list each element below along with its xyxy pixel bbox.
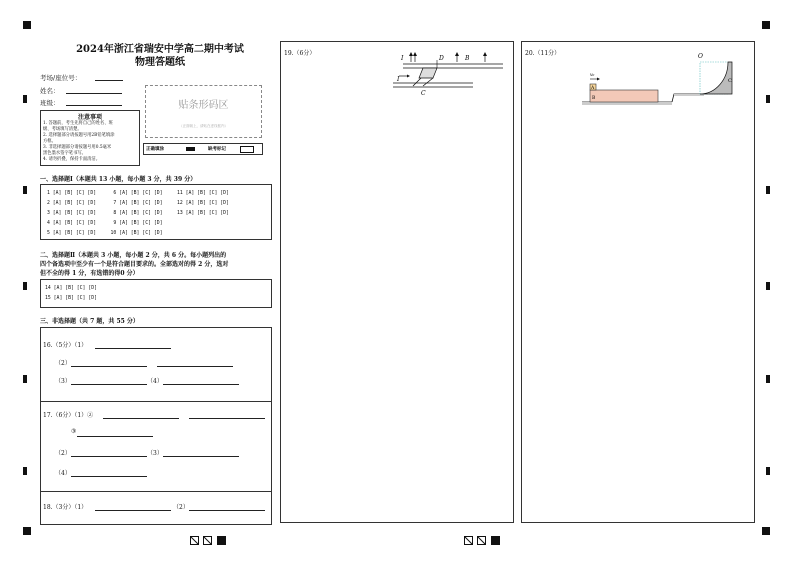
fig-label-v0: v₀ [590,73,595,78]
q17-4-answer[interactable] [71,476,147,477]
q17-4-label: （4） [55,470,71,477]
class-field[interactable] [66,105,122,106]
correct-fill-label: 正确填涂 [146,147,164,152]
timing-mark [766,282,770,290]
choice-row[interactable]: 3 [A] [B] [C] [D] 8 [A] [B] [C] [D] 13 [A] [B] [C] [D] [47,211,229,216]
q16-2-answer-b[interactable] [157,366,233,367]
timing-mark [766,95,770,103]
q17-3-answer[interactable] [163,456,239,457]
q17-divider [41,491,271,492]
q17-1-answer-a[interactable] [103,418,179,419]
corner-mark-tr [762,21,770,29]
exam-seat-label: 考场/座位号： [40,74,82,82]
q16-2-answer-a[interactable] [71,366,147,367]
exam-title: 2024年浙江省瑞安中学高二期中考试 [76,44,244,55]
choice-row[interactable]: 1 [A] [B] [C] [D] 6 [A] [B] [C] [D] 11 [A] [B] [C] [D] [47,191,229,196]
section2-title: 二、选择题Ⅱ（本题共 3 小题，每小题 2 分，共 6 分。每小题列出的 [40,252,227,259]
q16-3-answer[interactable] [71,384,147,385]
q17-2-answer[interactable] [71,456,147,457]
timing-mark [766,186,770,194]
choice-row[interactable]: 14 [A] [B] [C] [D] [45,286,97,291]
absent-label: 缺考标记 [208,147,226,152]
fig-label-d: D [439,55,444,62]
q20-label: 20.（11分） [525,50,561,57]
section1-box [40,184,272,240]
notice-line: 1. 答题前，考生先将自己的姓名、班 [43,121,113,126]
choice-row[interactable]: 2 [A] [B] [C] [D] 7 [A] [B] [C] [D] 12 [A] [B] [C] [D] [47,201,229,206]
barcode-area [145,85,262,138]
fig-label-i2: I [397,76,400,83]
timing-mark [23,95,27,103]
notice-line: 级、考场填写清楚。 [43,127,82,132]
timing-mark [766,375,770,383]
q20-figure [582,48,742,108]
timing-mark [23,186,27,194]
name-field[interactable] [66,93,122,94]
page-code-left [190,531,230,550]
class-label: 班级： [40,99,60,107]
timing-mark [23,375,27,383]
fig-label-a: A [591,86,595,91]
section2-title: 四个备选项中至少有一个是符合题目要求的。全部选对的得 2 分，选对 [40,261,229,268]
q16-label: 16.（5分）（1） [43,342,88,349]
q19-answer-box[interactable] [280,41,514,523]
corner-mark-tl [23,21,31,29]
timing-mark [23,282,27,290]
corner-mark-bl [23,527,31,535]
q18-2-answer[interactable] [189,510,265,511]
fig-label-c: C [728,78,732,84]
choice-row[interactable]: 15 [A] [B] [C] [D] [45,296,97,301]
q16-divider [41,401,271,402]
timing-mark [23,467,27,475]
name-label: 姓名： [40,87,60,95]
fill-example-box [143,143,263,155]
q16-2-label: （2） [55,360,71,367]
fig-label-b: B [592,96,596,101]
correct-fill-example [186,147,195,151]
fig-label-i1: I [401,55,404,62]
q16-1-answer[interactable] [95,348,171,349]
page-code-right [464,531,504,550]
fig-label-c: C [421,90,426,97]
q18-label: 18.（3分）（1） [43,504,88,511]
barcode-hint: （正面朝上，请贴在虚线框内） [179,124,228,128]
q18-1-answer[interactable] [95,510,171,511]
choice-row[interactable]: 4 [A] [B] [C] [D] 9 [A] [B] [C] [D] [47,221,163,226]
timing-mark [766,467,770,475]
q17-1-answer-b[interactable] [189,418,265,419]
q17-1-3-answer[interactable] [77,436,153,437]
absent-checkbox[interactable] [240,146,254,153]
notice-line: 4. 请勿折叠，保持卡面清洁。 [43,157,101,162]
q16-4-answer[interactable] [163,384,239,385]
corner-mark-br [762,527,770,535]
exam-subtitle: 物理答题纸 [135,57,185,68]
fig-label-b: B [465,55,470,62]
choice-row[interactable]: 5 [A] [B] [C] [D] 10 [A] [B] [C] [D] [47,231,163,236]
section2-box [40,279,272,308]
section3-title: 三、非选择题（共 7 题，共 55 分） [40,318,139,325]
notice-line: 3. 非选择题部分请按题号用0.5毫米 [43,145,112,150]
notice-title: 注意事项 [77,114,102,121]
barcode-label: 贴条形码区 [178,100,229,111]
q16-3-label: （3） [55,378,71,385]
exam-seat-field[interactable] [95,80,123,81]
fig-label-o: O [698,53,703,60]
section3-box [40,327,272,525]
notice-line: 2. 选择题部分请按题号用2B铅笔填涂 [43,133,115,138]
q19-figure [393,50,503,100]
notice-line: 黑色墨水签字笔书写。 [43,151,86,156]
notice-box [40,110,140,166]
q16-4-label: （4） [147,378,163,385]
section1-title: 一、选择题Ⅰ（本题共 13 小题，每小题 3 分，共 39 分） [40,176,197,183]
q18-2-label: （2） [173,504,189,511]
q17-3-label: （3） [147,450,163,457]
q17-2-label: （2） [55,450,71,457]
section2-title: 但不全的得 1 分，有选错的得0 分） [40,270,139,277]
q19-label: 19.（6分） [284,50,316,57]
notice-line: 方框。 [43,139,56,144]
q17-1-3-label: ③ [71,428,77,435]
q17-label: 17.（6分）（1）② [43,412,94,419]
q20-answer-box[interactable] [521,41,755,523]
